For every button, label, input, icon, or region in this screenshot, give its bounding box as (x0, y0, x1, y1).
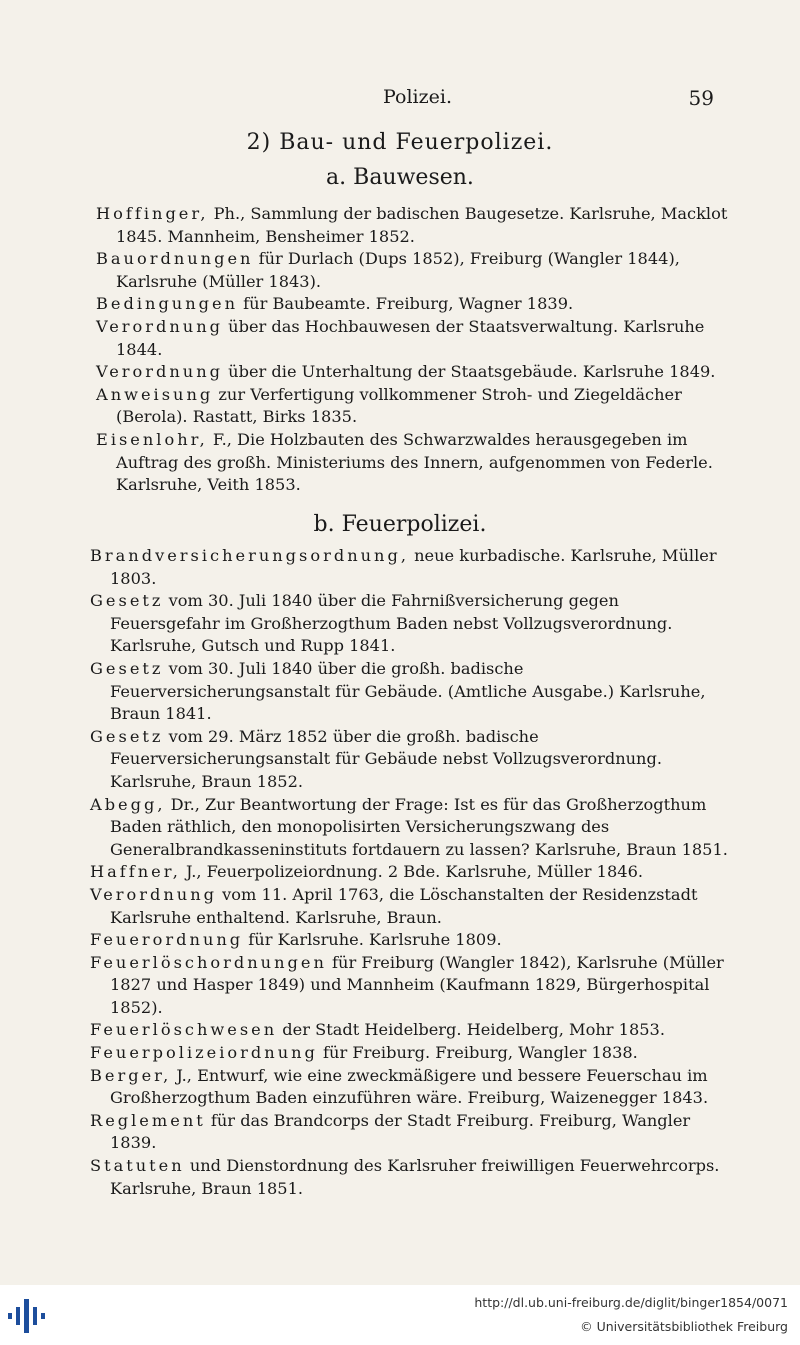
entry-text: und Dienstordnung des Karlsruher freiwilligen Feuerwehrcorps. Karlsruhe, Braun 1851. (110, 1156, 720, 1198)
entry-text: J., Entwurf, wie eine zweckmäßigere und bessere Feuerschau im Großherzogthum Baden einzuführen wäre. Freiburg, Waizenegger 1843. (110, 1065, 709, 1108)
bibliography-entry (90, 726, 732, 794)
entry-lead-word: Verordnung (96, 362, 224, 382)
section-title: 2) Bau- und Feuerpolizei. (246, 130, 554, 155)
subsection-b-heading: b. Feuerpolizei. (313, 512, 487, 537)
copyright-notice: © Universitätsbibliothek Freiburg (580, 1319, 788, 1334)
entry-lead-word: Hoffinger, (96, 204, 209, 223)
bauwesen-list (0, 203, 800, 497)
entry-text: zur Verfertigung vollkommener Stroh- und Ziegeldächer (Berola). Rastatt, Birks 1835. (116, 384, 682, 427)
entry-text: über das Hochbauwesen der Staatsverwaltung. Karlsruhe 1844. (116, 316, 705, 359)
entry-text: der Stadt Heidelberg. Heidelberg, Mohr 1853. (277, 1020, 665, 1040)
running-head (0, 86, 800, 116)
entry-text: vom 30. Juli 1840 über die großh. badische Feuerversicherungsanstalt für Gebäude. (Amtliche Ausgabe.) Karlsruhe, Braun 1841. (110, 658, 706, 724)
entry-lead-word: Bedingungen (96, 294, 239, 314)
entry-lead-word: Statuten (90, 1156, 185, 1176)
entry-text: F., Die Holzbauten des Schwarzwaldes herausgegeben im Auftrag des großh. Ministeriums des Innern, aufgenommen von Federle. Karlsruhe, Veith 1853. (116, 429, 713, 495)
entry-text: für Karlsruhe. Karlsruhe 1809. (243, 930, 502, 950)
bibliography-entry (90, 1155, 732, 1200)
page-number: 59 (688, 86, 714, 110)
entry-text: für Freiburg. Freiburg, Wangler 1838. (317, 1043, 638, 1063)
bibliography-entry (90, 884, 732, 929)
entry-lead-word: Feuerordnung (90, 930, 244, 950)
entry-lead-word: Brandversicherungsordnung, (90, 546, 409, 565)
bibliography-entry (90, 794, 732, 862)
bibliography-entry (96, 293, 736, 316)
bibliography-entry (90, 1019, 732, 1042)
entry-lead-word: Bauordnungen (96, 249, 254, 269)
entry-lead-word: Haffner, (90, 862, 181, 882)
entry-text: Ph., Sammlung der badischen Baugesetze. Karlsruhe, Macklot 1845. Mannheim, Bensheimer 1852. (116, 204, 728, 246)
bibliography-entry (96, 248, 736, 293)
entry-text: neue kurbadische. Karlsruhe, Müller 1803. (110, 546, 717, 588)
entry-text: für das Brandcorps der Stadt Freiburg. Freiburg, Wangler 1839. (110, 1110, 691, 1153)
entry-lead-word: Gesetz (90, 726, 164, 746)
bibliography-entry (96, 429, 736, 497)
bibliography-entry (90, 545, 732, 590)
bibliography-entry (90, 1110, 732, 1155)
bibliography-entry (96, 361, 736, 384)
entry-text: vom 29. März 1852 über die großh. badische Feuerversicherungsanstalt für Gebäude nebst Vollzugsverordnung. Karlsruhe, Braun 1852. (110, 726, 662, 791)
entry-lead-word: Abegg, (90, 794, 166, 814)
entry-lead-word: Feuerlöschordnungen (90, 952, 327, 972)
ub-freiburg-logo-icon (8, 1299, 48, 1333)
entry-text: vom 11. April 1763, die Löschanstalten der Residenzstadt Karlsruhe enthaltend. Karlsruhe, Braun. (110, 884, 698, 927)
entry-lead-word: Verordnung (90, 884, 218, 904)
bibliography-entry (90, 929, 732, 952)
permalink-url[interactable]: http://dl.ub.uni-freiburg.de/diglit/binger1854/0071 (474, 1295, 788, 1310)
entry-text: Dr., Zur Beantwortung der Frage: Ist es für das Großherzogthum Baden räthlich, den monopolisirten Versicherungszwang des Generalbrandkasseninstituts fortdauern zu lassen? Karlsruhe, Braun 1851. (110, 794, 728, 859)
footer-bar (0, 1285, 800, 1345)
bibliography-entry (90, 590, 732, 658)
entry-lead-word: Verordnung (96, 316, 224, 336)
entry-lead-word: Gesetz (90, 658, 164, 678)
subsection-a-heading: a. Bauwesen. (326, 165, 474, 190)
bibliography-entry (96, 384, 736, 429)
bibliography-entry (96, 203, 736, 248)
entry-lead-word: Feuerlöschwesen (90, 1020, 278, 1040)
entry-lead-word: Reglement (90, 1110, 206, 1130)
feuerpolizei-list (0, 545, 800, 1200)
bibliography-entry (90, 952, 732, 1020)
bibliography-entry (96, 316, 736, 361)
entry-text: für Baubeamte. Freiburg, Wagner 1839. (238, 294, 574, 314)
entry-lead-word: Feuerpolizeiordnung (90, 1043, 318, 1063)
bibliography-entry (90, 861, 732, 884)
entry-text: für Freiburg (Wangler 1842), Karlsruhe (Müller 1827 und Hasper 1849) und Mannheim (Kaufmann 1829, Bürgerhospital 1852). (110, 952, 724, 1017)
entry-lead-word: Gesetz (90, 591, 164, 611)
bibliography-entry (90, 658, 732, 726)
entry-text: für Durlach (Dups 1852), Freiburg (Wangler 1844), Karlsruhe (Müller 1843). (116, 249, 680, 291)
running-head-title: Polizei. (383, 86, 452, 108)
entry-lead-word: Anweisung (96, 384, 214, 404)
entry-text: über die Unterhaltung der Staatsgebäude. Karlsruhe 1849. (223, 362, 716, 382)
entry-lead-word: Berger, (90, 1065, 172, 1085)
bibliography-entry (90, 1042, 732, 1065)
bibliography-entry (90, 1065, 732, 1110)
entry-lead-word: Eisenlohr, (96, 429, 208, 449)
entry-text: J., Feuerpolizeiordnung. 2 Bde. Karlsruhe, Müller 1846. (180, 862, 644, 882)
entry-text: vom 30. Juli 1840 über die Fahrnißversicherung gegen Feuersgefahr im Großherzogthum Baden nebst Vollzugsverordnung. Karlsruhe, Gutsch und Rupp 1841. (110, 591, 673, 656)
